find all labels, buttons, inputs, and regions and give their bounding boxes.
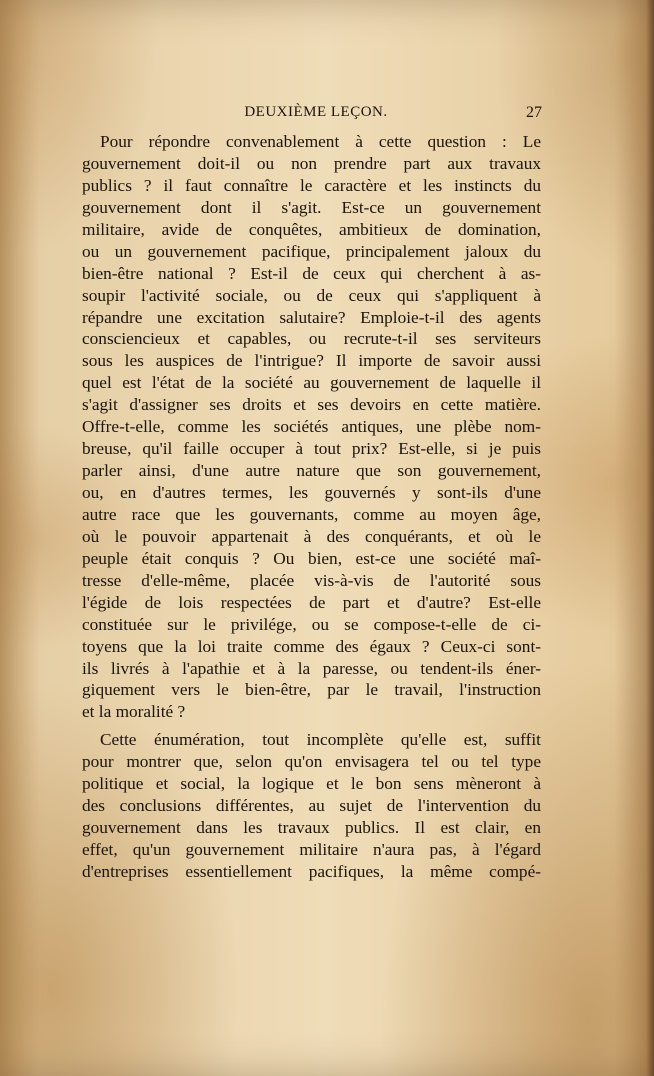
text-line: toyens que la loi traite comme des égaux ? Ceux-ci sont- bbox=[82, 636, 541, 656]
paragraph-1 bbox=[82, 131, 541, 723]
page-header bbox=[90, 104, 542, 126]
text-line: effet, qu'un gouvernement militaire n'aura pas, à l'égard bbox=[82, 840, 541, 859]
text-line: bien-être national ? Est-il de ceux qui cherchent à as- bbox=[82, 263, 541, 283]
text-line: soupir l'activité sociale, ou de ceux qui s'appliquent à bbox=[82, 285, 541, 305]
text-line: Offre-t-elle, comme les sociétés antiques, une plèbe nom- bbox=[82, 417, 541, 437]
text-line: où le pouvoir appartenait à des conquérants, et où le bbox=[82, 526, 541, 546]
text-line: s'agit d'assigner ses droits et ses devoirs en cette matière. bbox=[82, 395, 541, 415]
text-line: publics ? il faut connaître le caractère et les instincts du bbox=[82, 175, 541, 195]
text-line: Pour répondre convenablement à cette question : Le bbox=[100, 132, 541, 151]
text-line: gouvernement dans les travaux publics. Il est clair, en bbox=[82, 818, 541, 838]
running-head: DEUXIÈME LEÇON. bbox=[244, 104, 388, 120]
text-line: politique et social, la logique et le bon sens mèneront à bbox=[82, 774, 541, 794]
page-number: 27 bbox=[526, 104, 542, 121]
text-line: constituée sur le privilége, ou se compose-t-elle de ci- bbox=[82, 614, 541, 634]
text-line: ils livrés à l'apathie et à la paresse, ou tendent-ils éner- bbox=[82, 658, 541, 678]
text-line: l'égide de lois respectées de part et d'autre? Est-elle bbox=[82, 592, 541, 612]
paragraph-2 bbox=[82, 729, 541, 883]
text-line: autre race que les gouvernants, comme au moyen âge, bbox=[82, 504, 541, 524]
text-line: gouvernement dont il s'agit. Est-ce un gouvernement bbox=[82, 197, 541, 217]
page-edge-shadow bbox=[646, 0, 654, 1076]
text-line: ou, en d'autres termes, les gouvernés y sont-ils d'une bbox=[82, 483, 541, 502]
text-line: gouvernement doit-il ou non prendre part aux travaux bbox=[82, 153, 541, 173]
text-line: Cette énumération, tout incomplète qu'elle est, suffit bbox=[100, 730, 541, 750]
text-line: répandre une excitation salutaire? Emploie-t-il des agents bbox=[82, 307, 541, 327]
text-line: militaire, avide de conquêtes, ambitieux de domination, bbox=[82, 219, 541, 239]
body-text bbox=[82, 131, 541, 883]
text-line: consciencieux et capables, ou recrute-t-il ses serviteurs bbox=[82, 329, 541, 349]
text-line: pour montrer que, selon qu'on envisagera tel ou tel type bbox=[82, 752, 541, 772]
text-line: peuple était conquis ? Ou bien, est-ce une société maî- bbox=[82, 548, 541, 568]
text-line: tresse d'elle-même, placée vis-à-vis de l'autorité sous bbox=[82, 570, 541, 590]
text-line: sous les auspices de l'intrigue? Il importe de savoir aussi bbox=[82, 351, 541, 371]
text-line: breuse, qu'il faille occuper à tout prix? Est-elle, si je puis bbox=[82, 439, 541, 459]
text-line: d'entreprises essentiellement pacifiques, la même compé- bbox=[82, 861, 541, 881]
text-line: des conclusions différentes, au sujet de l'intervention du bbox=[82, 796, 541, 816]
text-line: et la moralité ? bbox=[82, 702, 186, 722]
text-line: giquement vers le bien-être, par le travail, l'instruction bbox=[82, 680, 541, 700]
text-line: ou un gouvernement pacifique, principalement jaloux du bbox=[82, 241, 541, 261]
text-line: parler ainsi, d'une autre nature que son gouvernement, bbox=[82, 461, 541, 481]
text-line: quel est l'état de la société au gouvernement de laquelle il bbox=[82, 373, 541, 393]
